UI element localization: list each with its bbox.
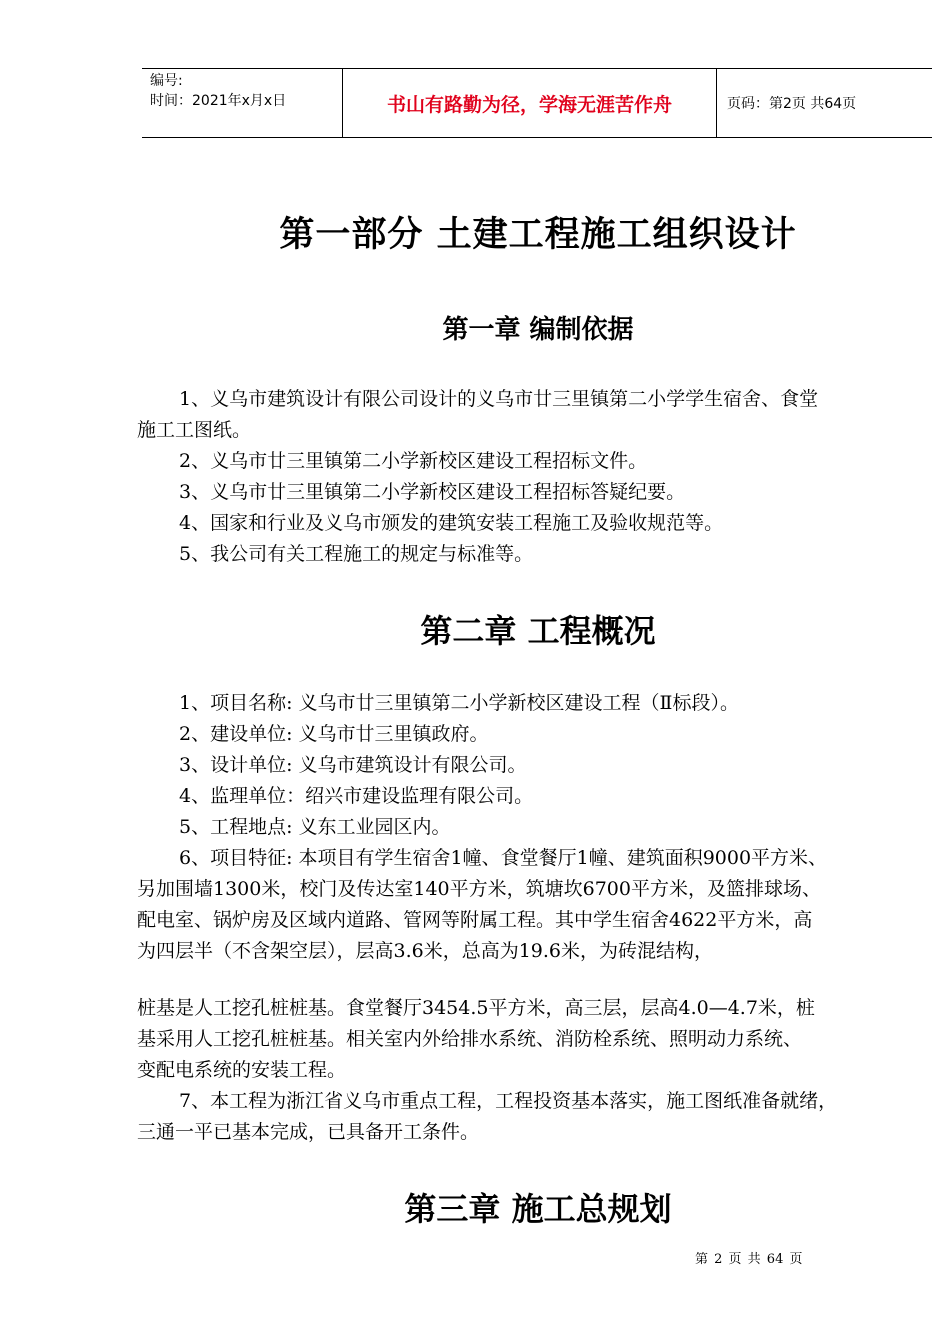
paragraph-line: 3、设计单位: 义乌市建筑设计有限公司。 — [179, 754, 527, 776]
chapter-3-title: 第三章 施工总规划 — [404, 1190, 672, 1228]
paragraph-line: 变配电系统的安装工程。 — [137, 1059, 347, 1081]
paragraph-line: 另加围墙1300米，校门及传达室140平方米，筑塘坎6700平方米，及篮排球场、 — [137, 878, 821, 900]
chapter-1-body — [137, 384, 947, 570]
paragraph-line: 2、义乌市廿三里镇第二小学新校区建设工程招标文件。 — [179, 450, 648, 472]
paragraph-line: 施工工图纸。 — [137, 419, 252, 441]
paragraph-line: 为四层半（不含架空层），层高3.6米，总高为19.6米，为砖混结构， — [137, 940, 714, 962]
header-page-code: 页码：第2页 共64页 — [727, 96, 857, 112]
paragraph-line: 6、项目特征: 本项目有学生宿舍1幢、食堂餐厅1幢、建筑面积9000平方米、 — [179, 847, 828, 869]
header-meta — [142, 69, 343, 137]
paragraph-line: 基采用人工挖孔桩桩基。相关室内外给排水系统、消防栓系统、照明动力系统、 — [137, 1028, 803, 1050]
paragraph-line: 桩基是人工挖孔桩桩基。食堂餐厅3454.5平方米，高三层，层高4.0—4.7米，桩 — [137, 997, 815, 1019]
paragraph-line: 7、本工程为浙江省义乌市重点工程，工程投资基本落实，施工图纸准备就绪， — [179, 1090, 838, 1112]
page-footer: 第 2 页 共 64 页 — [695, 1252, 803, 1267]
page-header — [142, 68, 932, 138]
paragraph-line: 1、义乌市建筑设计有限公司设计的义乌市廿三里镇第二小学学生宿舍、食堂 — [179, 388, 819, 410]
paragraph-line: 2、建设单位: 义乌市廿三里镇政府。 — [179, 723, 489, 745]
paragraph-line: 4、监理单位：绍兴市建设监理有限公司。 — [179, 785, 534, 807]
paragraph-line: 5、我公司有关工程施工的规定与标准等。 — [179, 543, 534, 565]
chapter-2-title: 第二章 工程概况 — [420, 612, 656, 650]
paragraph-line: 4、国家和行业及义乌市颁发的建筑安装工程施工及验收规范等。 — [179, 512, 724, 534]
number-label: 编号: — [150, 73, 183, 89]
time-label: 时间：2021年x月x日 — [150, 93, 287, 109]
paragraph-line: 5、工程地点: 义东工业园区内。 — [179, 816, 451, 838]
chapter-1-title: 第一章 编制依据 — [442, 315, 634, 345]
chapter-2-body — [137, 688, 947, 967]
header-motto: 书山有路勤为径，学海无涯苦作舟 — [343, 69, 717, 137]
document-title: 第一部分 土建工程施工组织设计 — [279, 215, 797, 255]
paragraph-line: 三通一平已基本完成，已具备开工条件。 — [137, 1121, 480, 1143]
paragraph-line: 3、义乌市廿三里镇第二小学新校区建设工程招标答疑纪要。 — [179, 481, 686, 503]
paragraph-line: 1、项目名称: 义乌市廿三里镇第二小学新校区建设工程（Ⅱ标段）。 — [179, 692, 739, 714]
paragraph-line: 配电室、锅炉房及区域内道路、管网等附属工程。其中学生宿舍4622平方米，高 — [137, 909, 813, 931]
chapter-2-body-continued — [137, 993, 947, 1148]
